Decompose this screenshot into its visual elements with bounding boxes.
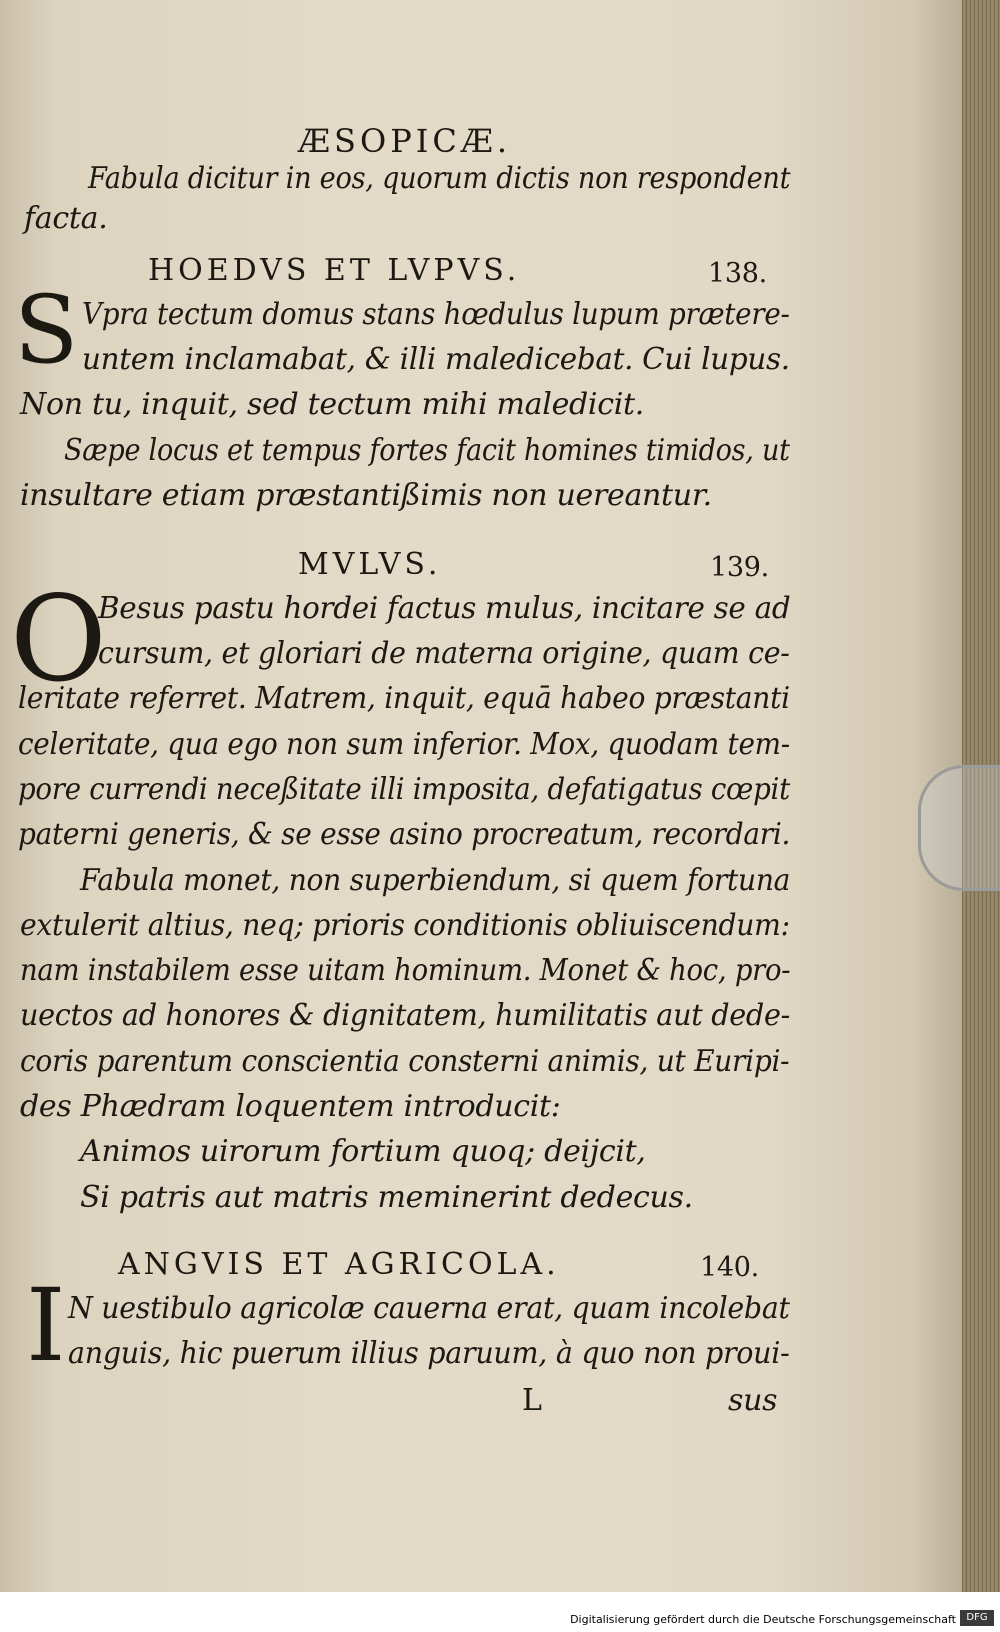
text-line: facta. xyxy=(24,201,108,236)
text-line: leritate referret. Matrem, inquit, equā habeo præstanti xyxy=(18,681,790,716)
catchword: sus xyxy=(728,1383,778,1418)
text-line: N uestibulo agricolæ cauerna erat, quam incolebat xyxy=(68,1291,790,1326)
text-line: pore currendi neceßitate illi imposita, defatigatus cœpit xyxy=(18,772,790,807)
fable-title: HOEDVS ET LVPVS. xyxy=(148,253,521,288)
fable-number: 138. xyxy=(708,258,767,289)
text-line: Vpra tectum domus stans hœdulus lupum prætere- xyxy=(82,297,790,332)
text-line: extulerit altius, neq; prioris conditionis obliuiscendum: xyxy=(20,908,790,943)
text-line: paterni generis, & se esse asino procreatum, recordari. xyxy=(18,817,791,852)
verse-line: Si patris aut matris meminerint dedecus. xyxy=(80,1180,693,1215)
fable-number: 139. xyxy=(710,552,769,583)
fable-number: 140. xyxy=(700,1252,759,1283)
footer-credit: Digitalisierung gefördert durch die Deutsche Forschungsgemeinschaft xyxy=(570,1613,956,1626)
text-line: celeritate, qua ego non sum inferior. Mox, quodam tem- xyxy=(18,727,790,762)
text-line: Sæpe locus et tempus fortes facit homines timidos, ut xyxy=(64,433,790,468)
drop-cap: I xyxy=(26,1267,66,1384)
text-line: cursum, et gloriari de materna origine, quam ce- xyxy=(98,636,790,671)
drop-cap: O xyxy=(10,570,107,708)
text-line: insultare etiam præstantißimis non uereantur. xyxy=(20,478,712,513)
drop-cap: S xyxy=(14,276,79,385)
verse-line: Animos uirorum fortium quoq; deijcit, xyxy=(80,1134,646,1169)
text-line: uectos ad honores & dignitatem, humilitatis aut dede- xyxy=(20,998,790,1033)
fable-title: ANGVIS ET AGRICOLA. xyxy=(118,1247,560,1282)
text-line: Fabula monet, non superbiendum, si quem fortuna xyxy=(80,863,791,898)
running-head: ÆSOPICÆ. xyxy=(298,122,512,160)
text-line: Fabula dicitur in eos, quorum dictis non respondent xyxy=(88,161,791,196)
text-line: anguis, hic puerum illius paruum, à quo non proui- xyxy=(68,1336,790,1371)
text-line: coris parentum conscientia consterni animis, ut Euripi- xyxy=(20,1044,790,1079)
fable-title: MVLVS. xyxy=(298,547,442,582)
text-line: Non tu, inquit, sed tectum mihi maledicit. xyxy=(20,387,645,422)
text-line: Besus pastu hordei factus mulus, incitare se ad xyxy=(98,591,791,626)
footer-bar xyxy=(0,1592,1000,1632)
signature-mark: L xyxy=(522,1383,542,1418)
text-line: des Phædram loquentem introducit: xyxy=(20,1089,561,1124)
page-clip xyxy=(918,765,1000,891)
dfg-logo: DFG xyxy=(960,1610,994,1626)
text-line: nam instabilem esse uitam hominum. Monet & hoc, pro- xyxy=(20,953,791,988)
text-line: untem inclamabat, & illi maledicebat. Cui lupus. xyxy=(82,342,790,377)
